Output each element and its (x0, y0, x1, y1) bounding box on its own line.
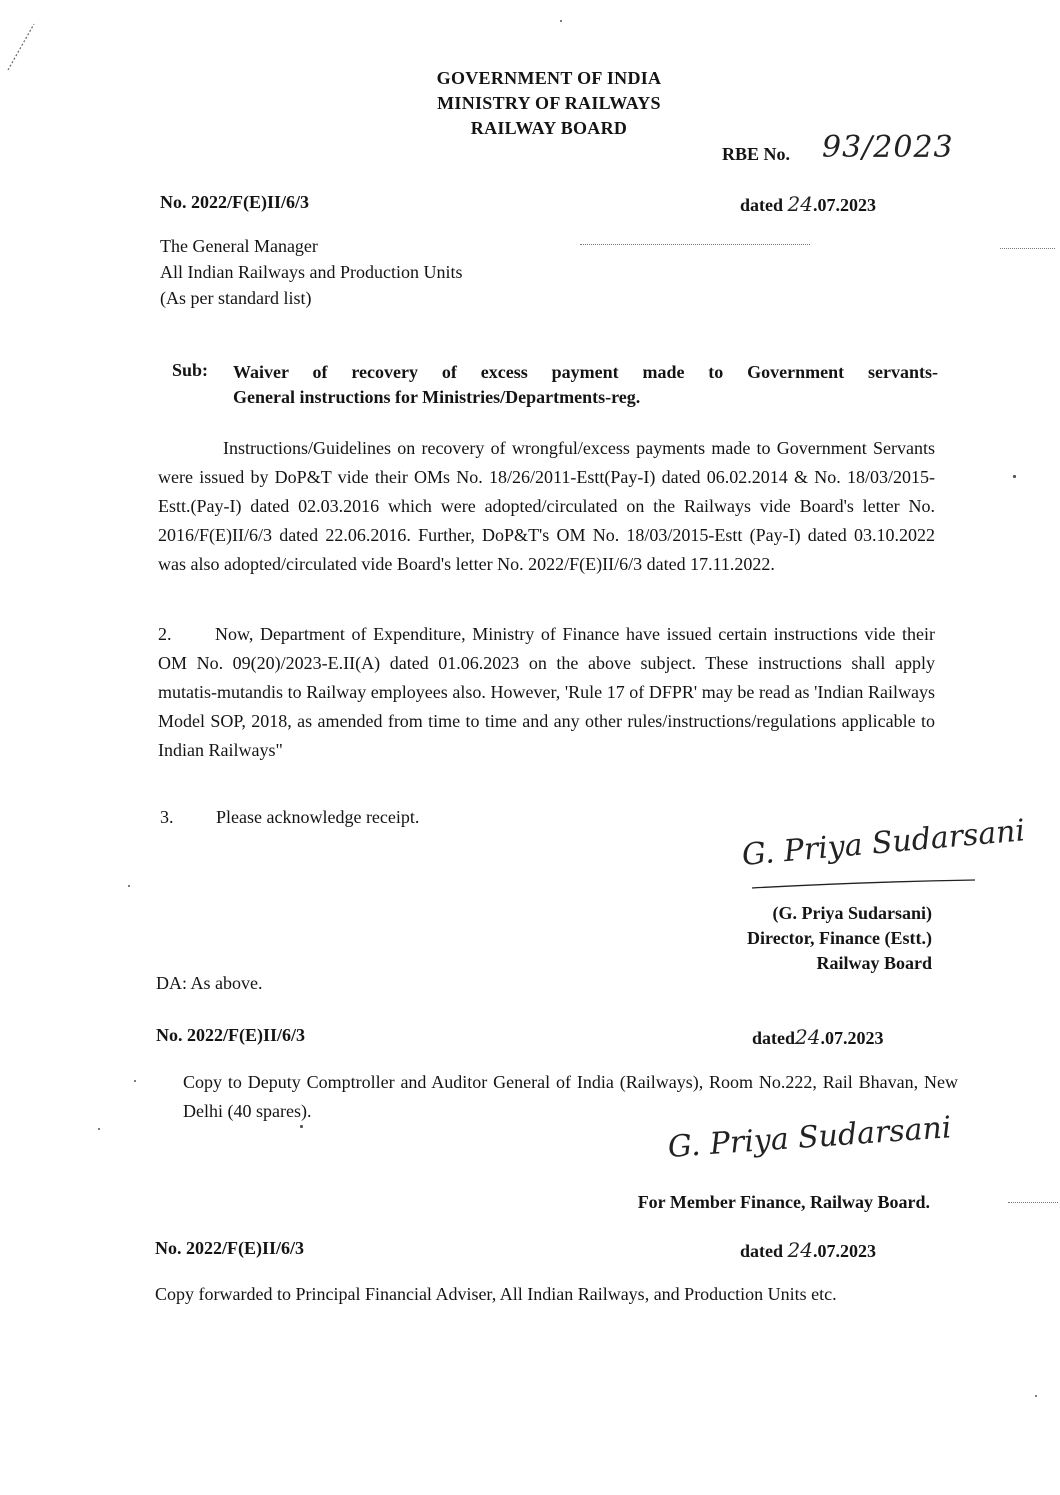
date-day-handwritten: 24 (787, 192, 813, 216)
header-ministry: MINISTRY OF RAILWAYS (437, 93, 661, 113)
signatory-designation: Director, Finance (Estt.) (747, 928, 932, 948)
paragraph-3-number: 3. (160, 807, 174, 827)
header-board: RAILWAY BOARD (470, 118, 628, 138)
scan-speck (128, 885, 130, 887)
date-day-handwritten: 24 (787, 1238, 813, 1262)
subject-line: Waiver of recovery of excess payment made to Government servants- (233, 362, 938, 382)
date-prefix: dated (740, 195, 784, 215)
copy1-date (752, 1025, 883, 1049)
signature2-handwritten: G. Priya Sudarsani (666, 1110, 953, 1165)
scan-speck (560, 20, 562, 22)
copy1-reference: No. 2022/F(E)II/6/3 (156, 1025, 306, 1045)
subject-line: General instructions for Ministries/Departments-reg. (233, 387, 641, 407)
paragraph-2-number: 2. (158, 624, 172, 644)
subject-text (233, 360, 938, 410)
rbe-label: RBE No. (722, 144, 791, 164)
copy2-text: Copy forwarded to Principal Financial Adviser, All Indian Railways, and Production Units etc. (155, 1284, 837, 1304)
scan-artifact-dash (1008, 1202, 1058, 1203)
addressee-line: The General Manager (160, 236, 318, 256)
copy1-text: Copy to Deputy Comptroller and Auditor General of India (Railways), Room No.222, Rail Bhavan, New Delhi (40 spares). (183, 1072, 958, 1121)
addressee (160, 233, 462, 311)
addressee-line: (As per standard list) (160, 288, 312, 308)
scan-artifact-dash (1000, 248, 1055, 249)
reference-number: No. 2022/F(E)II/6/3 (160, 192, 310, 212)
scan-speck (134, 1080, 136, 1082)
date-prefix: dated (752, 1028, 796, 1048)
signature2-label: For Member Finance, Railway Board. (637, 1192, 930, 1212)
enclosure-note: DA: As above. (156, 973, 263, 993)
subject-label: Sub: (172, 360, 209, 380)
scan-artifact-dash (580, 244, 810, 245)
addressee-line: All Indian Railways and Production Units (160, 262, 463, 282)
paragraph-1: Instructions/Guidelines on recovery of wrongful/excess payments made to Government Servants were issued by DoP&T vide their OMs No. 18/26/2011-Estt(Pay-I) dated 06.02.2014 & No. 18/03/2015-Estt.(Pay-I) dated 02.03.2016 which were adopted/circulated on the Railways vide Board's letter No. 2016/F(E)II/6/3 dated 22.06.2016. Further, DoP&T's OM No. 18/03/2015-Estt (Pay-I) dated 03.10.2022 was also adopted/circulated vide Board's letter No. 2022/F(E)II/6/3 dated 17.11.2022. (158, 438, 935, 574)
copy2-reference: No. 2022/F(E)II/6/3 (155, 1238, 305, 1258)
scan-speck (1013, 475, 1016, 478)
paragraph-3: Please acknowledge receipt. (216, 807, 420, 827)
paragraph-2: Now, Department of Expenditure, Ministry of Finance have issued certain instructions vide their OM No. 09(20)/2023-E.II(A) dated 01.06.2023 on the above subject. These instructions shall apply mutatis-mutandis to Railway employees also. However, 'Rule 17 of DFPR' may be read as 'Indian Railways Model SOP, 2018, as amended from time to time and any other rules/instructions/regulations applicable to Indian Railways" (158, 624, 935, 760)
signature-underline (750, 878, 980, 897)
scan-speck (1035, 1395, 1037, 1397)
signature-handwritten: G. Priya Sudarsani (740, 813, 1027, 873)
date-rest: .07.2023 (812, 195, 876, 215)
date-prefix: dated (740, 1241, 784, 1261)
signatory-name: (G. Priya Sudarsani) (772, 903, 932, 923)
date-day-handwritten: 24 (795, 1025, 821, 1049)
signatory-office: Railway Board (816, 953, 932, 973)
reference-date (740, 192, 876, 216)
date-rest: .07.2023 (812, 1241, 876, 1261)
header-government: GOVERNMENT OF INDIA (436, 68, 662, 88)
rbe-number-handwritten: 93/2023 (822, 130, 954, 165)
scan-speck (98, 1128, 100, 1130)
date-rest: .07.2023 (820, 1028, 884, 1048)
copy2-date (740, 1238, 876, 1262)
